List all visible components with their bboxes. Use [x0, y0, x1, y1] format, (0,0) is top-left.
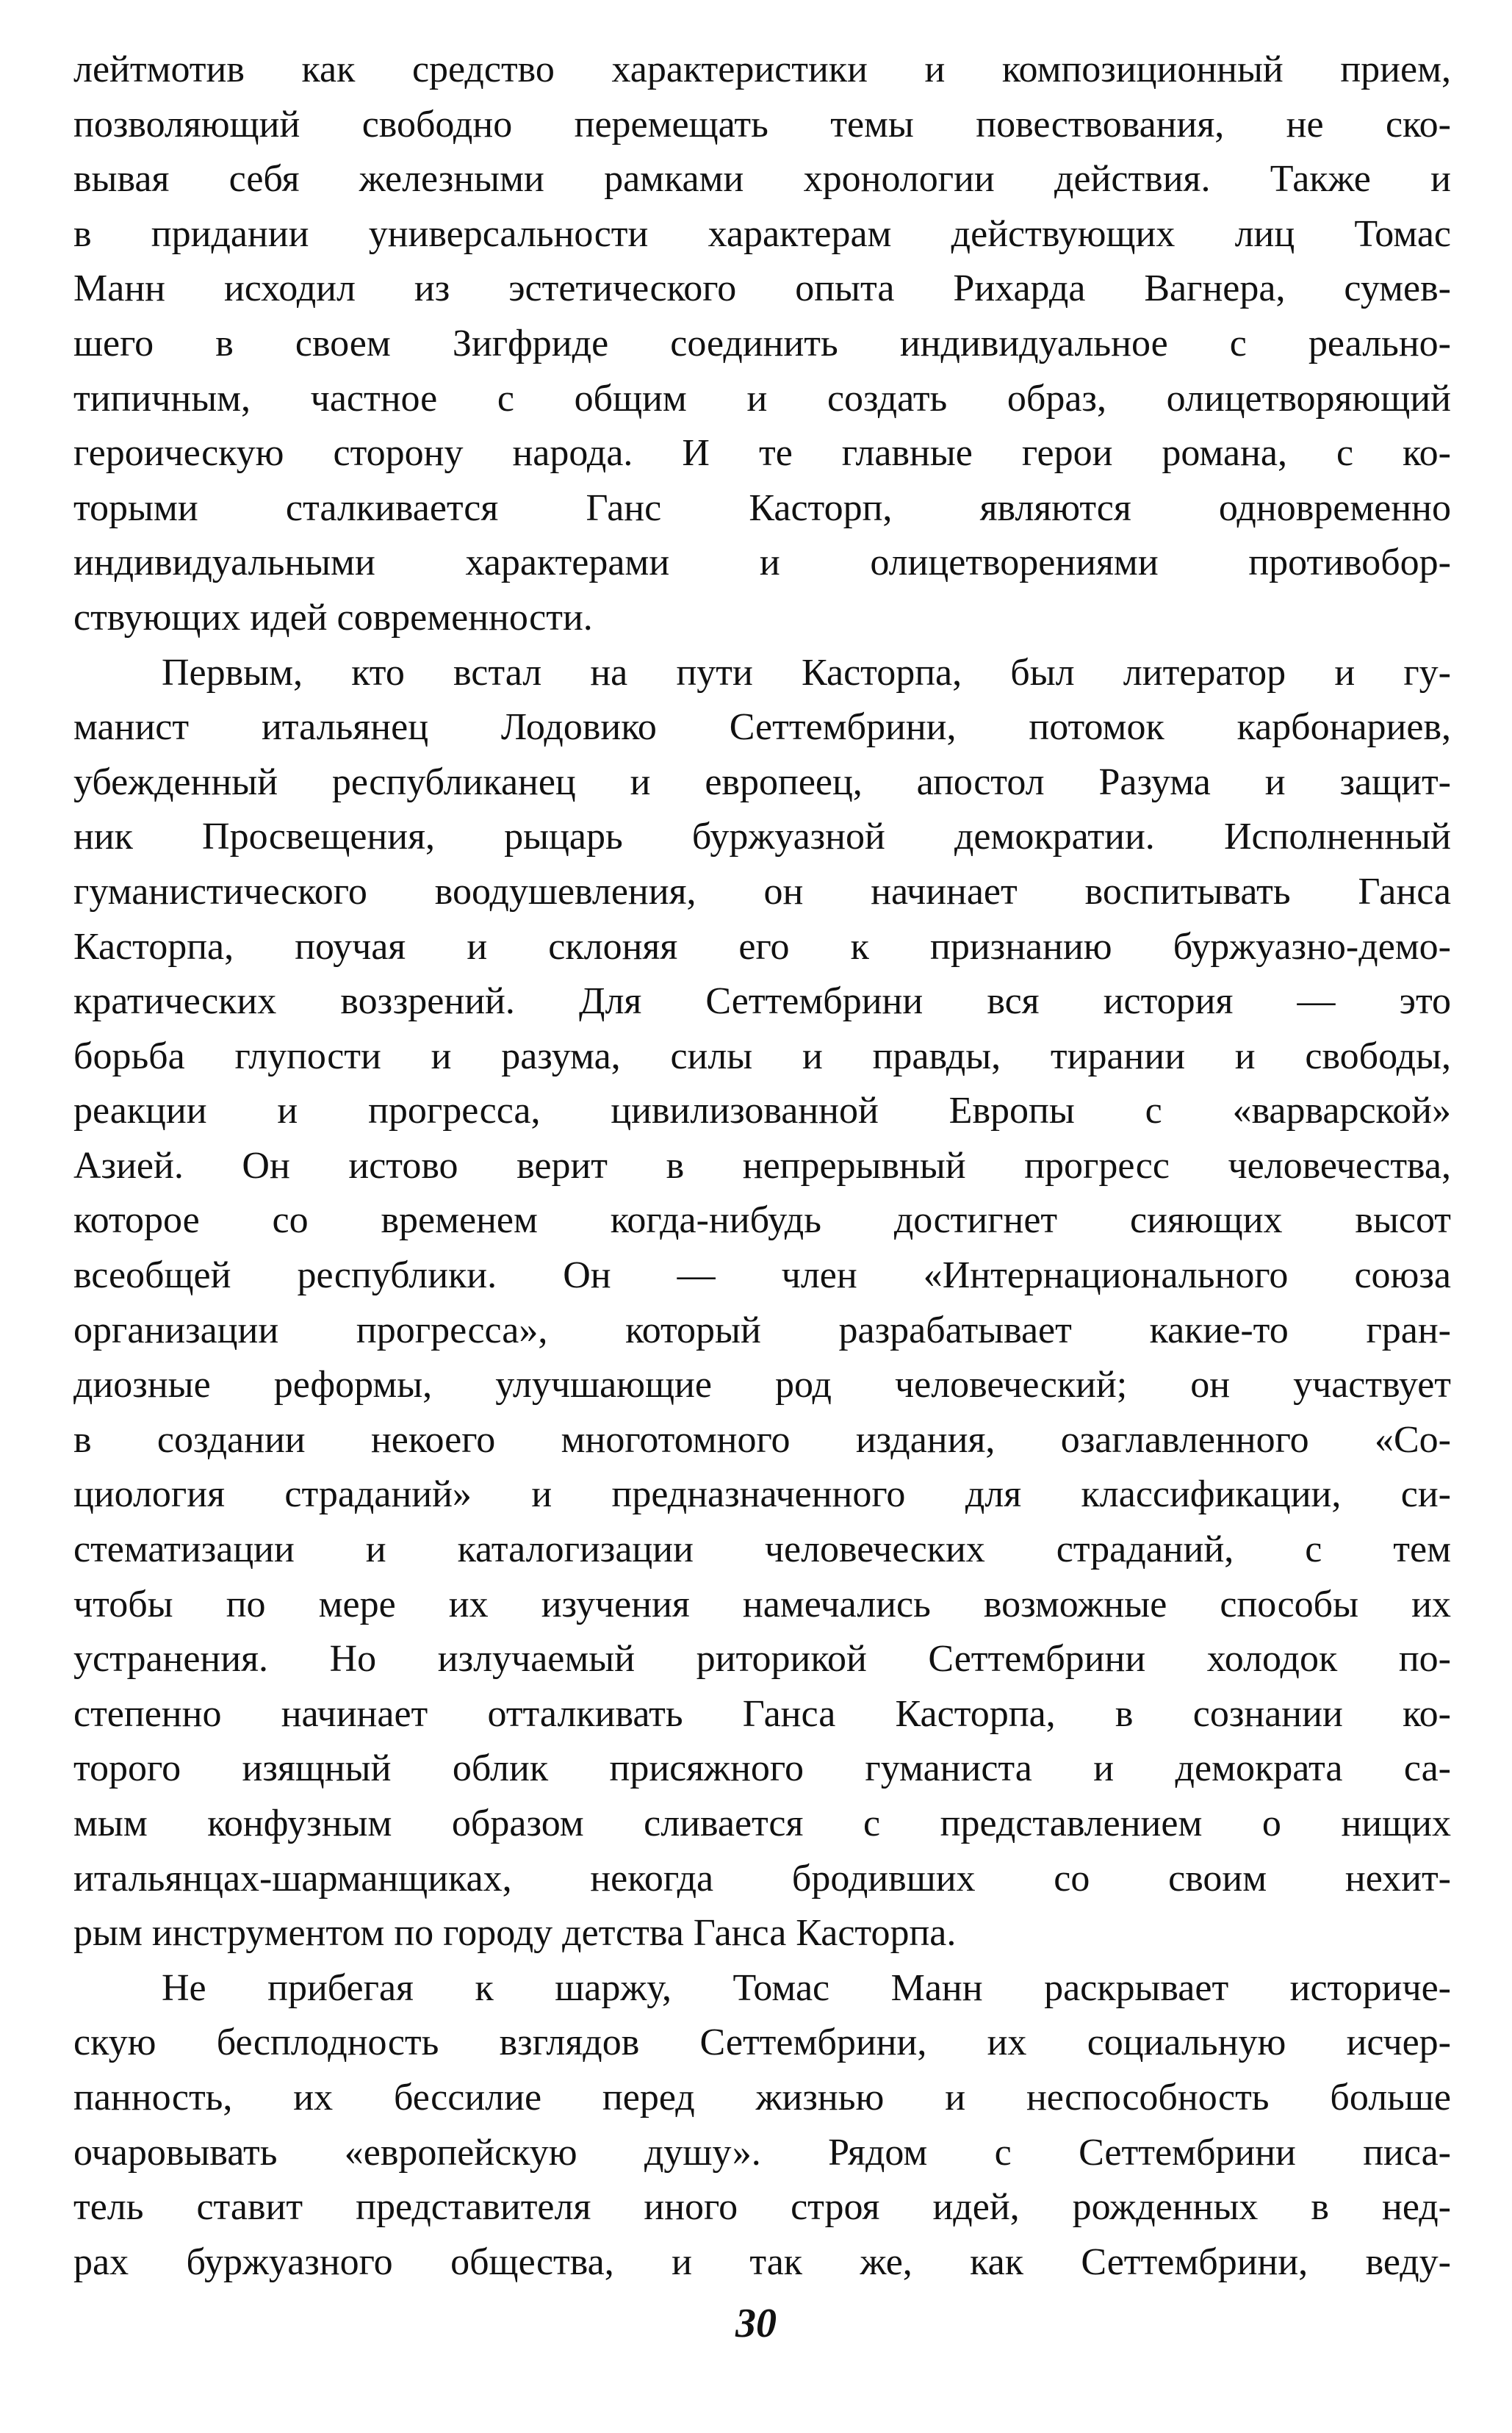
text-line: скую бесплодность взглядов Сеттембрини, их социальную исчер-: [73, 2021, 1451, 2064]
text-line: в придании универсальности характерам действующих лиц Томас: [73, 212, 1451, 255]
text-line: Не прибегая к шаржу, Томас Манн раскрывает историче-: [162, 1966, 1451, 2009]
paragraph: [73, 1961, 1451, 2290]
body-text: [73, 43, 1451, 2290]
text-line: в создании некоего многотомного издания, озаглавленного «Со-: [73, 1418, 1451, 1461]
text-line: борьба глупости и разума, силы и правды, тирании и свободы,: [73, 1035, 1451, 1077]
text-line: убежденный республиканец и европеец, апостол Разума и защит-: [73, 761, 1451, 803]
text-line: вывая себя железными рамками хронологии действия. Также и: [73, 158, 1451, 201]
text-line: типичным, частное с общим и создать образ, олицетворяющий: [73, 377, 1451, 420]
text-line: итальянцах-шарманщиках, некогда бродивших со своим нехит-: [73, 1857, 1451, 1900]
text-line: чтобы по мере их изучения намечались возможные способы их: [73, 1583, 1451, 1625]
text-line: стематизации и каталогизации человеческих страданий, с тем: [73, 1528, 1451, 1571]
text-line: устранения. Но излучаемый риторикой Сеттембрини холодок по-: [73, 1638, 1451, 1681]
text-line: организации прогресса», который разрабатывает какие-то гран-: [73, 1309, 1451, 1351]
text-line: Азией. Он истово верит в непрерывный прогресс человечества,: [73, 1144, 1451, 1187]
text-line: кратических воззрений. Для Сеттембрини вся история — это: [73, 980, 1451, 1023]
text-line: Манн исходил из эстетического опыта Рихарда Вагнера, сумев-: [73, 267, 1451, 310]
text-line: манист итальянец Лодовико Сеттембрини, потомок карбонариев,: [73, 706, 1451, 749]
text-line: индивидуальными характерами и олицетворениями противобор-: [73, 542, 1451, 584]
text-line: торыми сталкивается Ганс Касторп, являются одновременно: [73, 486, 1451, 529]
text-line: диозные реформы, улучшающие род человеческий; он участвует: [73, 1364, 1451, 1406]
text-line: лейтмотив как средство характеристики и композиционный прием,: [73, 48, 1451, 90]
text-line: Первым, кто встал на пути Касторпа, был литератор и гу-: [162, 651, 1451, 694]
text-line: ствующих идей современности.: [73, 596, 593, 639]
text-line: циология страданий» и предназначенного для классификации, си-: [73, 1473, 1451, 1516]
text-line: торого изящный облик присяжного гуманиста и демократа са-: [73, 1747, 1451, 1790]
paragraph: [73, 646, 1451, 1961]
text-line: гуманистического воодушевления, он начинает воспитывать Ганса: [73, 870, 1451, 913]
text-line: Касторпа, поучая и склоняя его к признанию буржуазно-демо-: [73, 925, 1451, 968]
text-line: панность, их бессилие перед жизнью и неспособность больше: [73, 2076, 1451, 2118]
text-line: героическую сторону народа. И те главные герои романа, с ко-: [73, 432, 1451, 475]
text-line: мым конфузным образом сливается с представлением о нищих: [73, 1803, 1451, 1844]
text-line: степенно начинает отталкивать Ганса Касторпа, в сознании ко-: [73, 1692, 1451, 1735]
text-line: шего в своем Зигфриде соединить индивидуальное с реально-: [73, 322, 1451, 364]
text-line: позволяющий свободно перемещать темы повествования, не ско-: [73, 103, 1451, 145]
text-line: очаровывать «европейскую душу». Рядом с Сеттембрини писа-: [73, 2131, 1451, 2174]
text-line: реакции и прогресса, цивилизованной Европы с «варварской»: [73, 1090, 1451, 1132]
text-line: ник Просвещения, рыцарь буржуазной демократии. Исполненный: [73, 816, 1451, 858]
text-line: рым инструментом по городу детства Ганса Касторпа.: [73, 1912, 957, 1955]
text-line: тель ставит представителя иного строя идей, рожденных в нед-: [73, 2186, 1451, 2229]
text-line: рах буржуазного общества, и так же, как Сеттембрини, веду-: [73, 2240, 1451, 2283]
page-number: 30: [735, 2301, 777, 2346]
paragraph: [73, 43, 1451, 646]
text-line: всеобщей республики. Он — член «Интернационального союза: [73, 1254, 1451, 1297]
text-line: которое со временем когда-нибудь достигнет сияющих высот: [73, 1199, 1451, 1242]
